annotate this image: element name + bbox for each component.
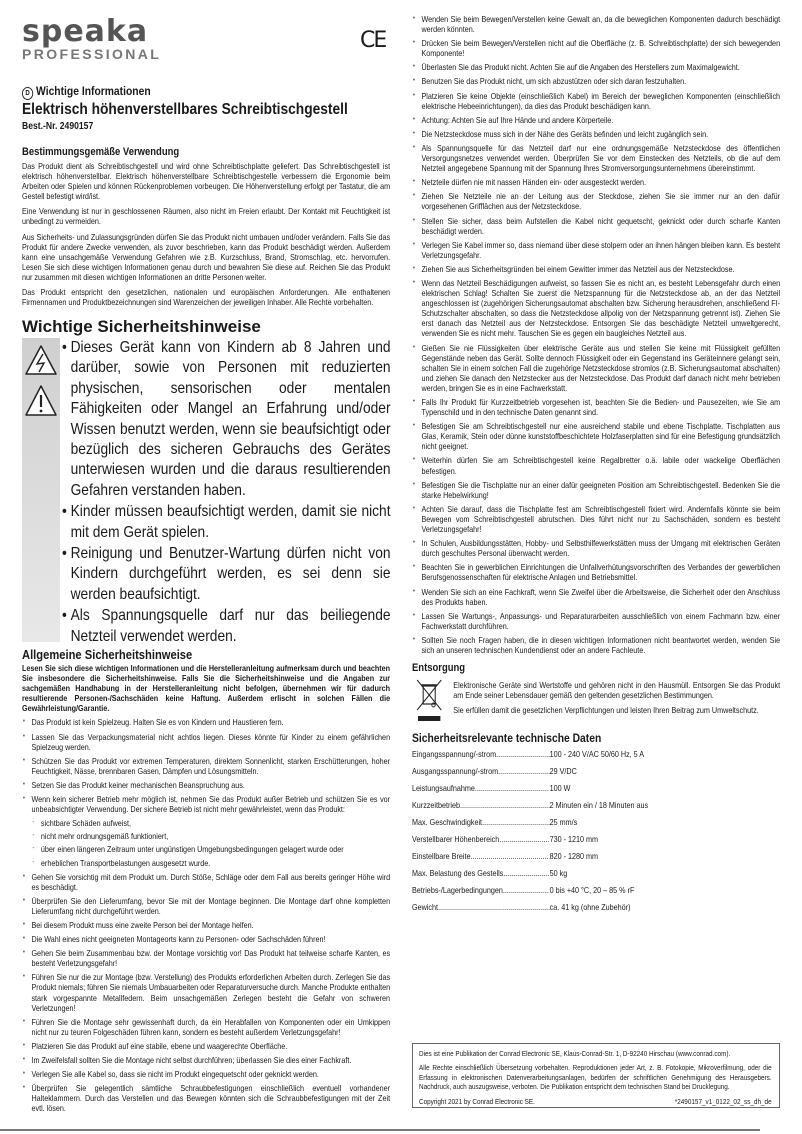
general-safety-intro: Lesen Sie sich diese wichtigen Informationen und die Herstelleranleitung aufmerksam durch und beachten Sie insbesondere die Sicherheitshinweise. Falls Sie die Sicherheitshinweise und die Angaben zur sachgemäßen Handhabung in der Herstelleranleitung nicht befolgen, übernehmen wir für dadurch resultierende Personen-/Sachschäden keine Haftung. Außerdem erlischt in solchen Fällen die Gewährleistung/Garantie. <box>22 663 391 714</box>
list-item: • Ziehen Sie aus Sicherheitsgründen bei einem Gewitter immer das Netzteil aus der Netzsteckdose. <box>412 264 780 274</box>
list-item: • Als Spannungsquelle für das Netzteil darf nur eine ordnungsgemäße Netzsteckdose des öffentlichen Versorgungsnetzes verwendet werden. Überprüfen Sie vor dem Einstecken des Netzteils, ob die auf dem Netzteil angegebene Spannung mit der Spannung Ihres Stromversorgungsunternehmens übereinstimmt. <box>412 143 780 173</box>
tech-data-label: Verstellbarer Höhenbereich ..... <box>412 831 550 848</box>
tech-data-row <box>412 797 780 814</box>
tech-data-row <box>412 882 780 899</box>
list-item: • Schützen Sie das Produkt vor extremen Temperaturen, direktem Sonnenlicht, starken Erschütterungen, hoher Feuchtigkeit, Nässe, brennbaren Gasen, Dämpfen und Lösungsmitteln. <box>22 756 390 776</box>
ce-mark: CE <box>360 28 386 53</box>
tech-data-label: Gewicht ..... <box>412 899 550 916</box>
tech-data-label: Leistungsaufnahme ..... <box>412 780 550 797</box>
brand-name: speaka <box>22 14 149 49</box>
tech-data-value: 730 - 1210 mm <box>549 834 599 844</box>
list-item: • Netzteile dürfen nie mit nassen Händen ein- oder ausgesteckt werden. <box>412 177 780 187</box>
list-item: • Lassen Sie das Verpackungsmaterial nicht achtlos liegen. Dieses könnte für Kinder zu einem gefährlichen Spielzeug werden. <box>22 732 390 752</box>
list-item: • Überprüfen Sie den Lieferumfang, bevor Sie mit der Montage beginnen. Die Montage darf ohne kompletten Lieferumfang nicht durchgeführt werden. <box>22 896 390 916</box>
list-item: • Ziehen Sie Netzteile nie an der Leitung aus der Steckdose, ziehen Sie sie immer nur an den dafür vorgesehenen Grifflächen aus der Netzsteckdose. <box>412 191 780 211</box>
list-item: • Wenden Sie beim Bewegen/Verstellen keine Gewalt an, da die beweglichen Komponenten dadurch beschädigt werden könnten. <box>412 14 780 34</box>
page-title: Elektrisch höhenverstellbares Schreibtischgestell <box>22 101 348 118</box>
usage-paragraph: Eine Verwendung ist nur in geschlossenen Räumen, also nicht im Freien erlaubt. Der Kontakt mit Feuchtigkeit ist unbedingt zu vermeiden. <box>22 206 391 227</box>
tech-data-value: 820 - 1280 mm <box>549 851 599 861</box>
list-item: • Sollten Sie noch Fragen haben, die in diesen wichtigen Informationen nicht beantwortet werden, wenden Sie sich an unseren technischen Kundendienst oder an andere Fachleute. <box>412 635 780 655</box>
tech-data-value: 25 mm/s <box>549 817 578 827</box>
tech-data-section <box>412 731 780 916</box>
list-item: • Wenn kein sicherer Betrieb mehr möglich ist, nehmen Sie das Produkt außer Betrieb und schützen Sie es vor unbeabsichtigter Verwendung. Der sichere Betrieb ist nicht mehr gewährleistet, wenn das Produkt: <box>22 794 390 814</box>
brand-logo <box>22 14 162 62</box>
list-item: • Verlegen Sie Kabel immer so, dass niemand über diese stolpern oder an ihnen hängen bleiben kann. Es besteht Verletzungsgefahr. <box>412 240 780 260</box>
tech-data-label: Einstellbare Breite ..... <box>412 848 550 865</box>
list-item: • Wenden Sie sich an eine Fachkraft, wenn Sie Zweifel über die Arbeitsweise, die Sicherheit oder den Anschluss des Produkts haben. <box>412 587 780 607</box>
intro-label: Wichtige Informationen <box>36 84 151 98</box>
list-item: • Setzen Sie das Produkt keiner mechanischen Beanspruchung aus. <box>22 780 390 790</box>
tech-data-value: ca. 41 kg (ohne Zubehör) <box>549 902 631 912</box>
tech-data-value: 2 Minuten ein / 18 Minuten aus <box>549 800 649 810</box>
tech-data-row <box>412 848 780 865</box>
tech-data-value: 29 V/DC <box>549 766 577 776</box>
copyright-row <box>419 1097 772 1106</box>
left-column <box>22 84 390 312</box>
usage-paragraph: Aus Sicherheits- und Zulassungsgründen dürfen Sie das Produkt nicht umbauen und/oder verändern. Falls Sie das Produkt für andere Zwecke verwenden, als zuvor beschrieben, kann das Produkt beschädigt werden. Außerdem kann eine unsachgemäße Verwendung Gefahren wie z.B. Kurzschluss, Brand, Stromschlag, etc. hervorrufen. Lesen Sie sich diese wichtigen Informationen genau durch und bewahren Sie diese auf. Reichen Sie das Produkt nur zusammen mit diesen wichtigen Informationen an dritte Personen weiter. <box>22 231 391 282</box>
sub-list-item: - nicht mehr ordnungsgemäß funktioniert, <box>31 831 390 841</box>
document-code: *2490157_v1_0122_02_ss_dh_de <box>674 1096 772 1106</box>
publisher-text <box>413 1044 778 1111</box>
warning-icon <box>22 382 60 422</box>
list-item: • Platzieren Sie keine Objekte (einschließlich Kabel) im Bereich der beweglichen Komponenten (einschließlich elektrische Hebeeinrichtungen), da dies das Produkt beschädigen kann. <box>412 91 780 111</box>
list-item: • Führen Sie nur die zur Montage (bzw. Verstellung) des Produkts erforderlichen Arbeiten durch. Zerlegen Sie das Produkt niemals; führen Sie niemals Umbauarbeiten oder Reparaturversuche durch. Manche Produkte enthalten stark vorgespannte Metallfedern. Beim unsachgemäßen Zerlegen besteht die Gefahr von schweren Verletzungen! <box>22 972 390 1012</box>
general-list-right <box>412 14 780 655</box>
usage-section <box>22 146 390 307</box>
general-safety-section <box>22 647 390 1117</box>
tech-data-row <box>412 865 780 882</box>
disposal-paragraph: Elektronische Geräte sind Wertstoffe und gehören nicht in den Hausmüll. Entsorgen Sie das Produkt am Ende seiner Lebensdauer gemäß den geltenden gesetzlichen Bestimmungen. <box>453 680 781 701</box>
list-item: • Befestigen Sie am Schreibtischgestell nur eine ausreichend stabile und ebene Tischplatte. Tischplatten aus Glas, Keramik, Stein oder dünne kunststoffbeschichtete Holzfaserplatten sind für eine Befestigung grundsätzlich nicht geeignet. <box>412 421 780 451</box>
usage-paragraph: Das Produkt entspricht den gesetzlichen, nationalen und europäischen Anforderungen. Alle enthaltenen Firmennamen und Produktbezeichnungen sind Warenzeichen der jeweiligen Inhaber. Alle Rechte vorbehalten. <box>22 287 391 308</box>
list-item: • Die Netzsteckdose muss sich in der Nähe des Geräts befinden und leicht zugänglich sein. <box>412 129 780 139</box>
sub-list-item: - erheblichen Transportbelastungen ausgesetzt wurde. <box>31 858 390 868</box>
list-item: • Die Wahl eines nicht geeigneten Montageorts kann zu Personen- oder Sachschäden führen! <box>22 934 390 944</box>
tech-data-row <box>412 831 780 848</box>
list-item: • Gehen Sie beim Zusammenbau bzw. der Montage vorsichtig vor! Das Produkt hat teilweise scharfe Kanten, es besteht Verletzungsgefahr! <box>22 948 390 968</box>
sub-list-item: - über einen längeren Zeitraum unter ungünstigen Umgebungsbedingungen gelagert wurde oder <box>31 844 390 854</box>
tech-data-value: 50 kg <box>549 868 568 878</box>
disposal-paragraph: Sie erfüllen damit die gesetzlichen Verpflichtungen und leisten Ihren Beitrag zum Umweltschutz. <box>453 705 759 716</box>
sub-list-wrapper <box>22 818 390 867</box>
page-bottom-rule <box>0 1129 760 1131</box>
list-item: • Stellen Sie sicher, dass beim Aufstellen die Kabel nicht gequetscht, geknickt oder durch scharfe Kanten beschädigt werden. <box>412 216 780 236</box>
usage-heading: Bestimmungsgemäße Verwendung <box>22 146 180 158</box>
general-safety-heading: Allgemeine Sicherheitshinweise <box>22 647 193 662</box>
general-list-a <box>22 717 390 1113</box>
list-item: • Führen Sie die Montage sehr gewissenhaft durch, da ein Herabfallen von Komponenten oder ein Umkippen nicht nur zu teuren Folgeschäden führen kann, sondern es besteht außerdem Verletzungsgefahr! <box>22 1017 390 1037</box>
list-item: • Verlegen Sie alle Kabel so, dass sie nicht im Produkt eingequetscht oder geknickt werden. <box>22 1069 390 1079</box>
tech-data-row <box>412 814 780 831</box>
order-number: Best.-Nr. 2490157 <box>22 121 94 132</box>
disposal-heading: Entsorgung <box>412 662 466 674</box>
brand-sub: PROFESSIONAL <box>22 46 162 62</box>
usage-paragraph: Das Produkt dient als Schreibtischgestell und wird ohne Schreibtischplatte geliefert. Das Schreibtischgestell ist elektrisch höhenverstellbar. Elektrisch höhenverstellbare Schreibtischgestelle verbessern die Ergonomie beim Arbeiten oder Spielen und können Rückenproblemen vorbeugen. Die Höhenverstellung erfolgt per Tastatur, die am Gestell befestigt wird/ist. <box>22 161 391 202</box>
disposal-section <box>412 662 780 720</box>
list-item: • Lassen Sie Wartungs-, Anpassungs- und Reparaturarbeiten ausschließlich von einem Fachmann bzw. einer Fachwerkstatt durchführen. <box>412 611 780 631</box>
list-item: • Befestigen Sie die Tischplatte nur an einer dafür geeigneten Position am Schreibtischgestell. Bedenken Sie die starke Hebelwirkung! <box>412 480 780 500</box>
safety-notes <box>62 338 391 648</box>
publisher-box <box>412 1043 780 1108</box>
tech-data-label: Betriebs-/Lagerbedingungen ..... <box>412 882 550 899</box>
tech-data-label: Max. Belastung des Gestells ..... <box>412 865 550 882</box>
safety-list-item: • Reinigung und Benutzer-Wartung dürfen nicht von Kindern durchgeführt werden, es sei denn sie werden beaufsichtigt. <box>62 544 391 605</box>
tech-data-heading: Sicherheitsrelevante technische Daten <box>412 731 602 745</box>
sub-list <box>22 818 390 867</box>
tech-data-row <box>412 780 780 797</box>
tech-data-value: 100 - 240 V/AC 50/60 Hz, 5 A <box>549 749 645 759</box>
tech-data-row <box>412 763 780 780</box>
tech-data-row <box>412 899 780 916</box>
sub-list-item: - sichtbare Schäden aufweist, <box>31 818 390 828</box>
list-item: • Das Produkt ist kein Spielzeug. Halten Sie es von Kindern und Haustieren fern. <box>22 717 390 727</box>
tech-data-label: Max. Geschwindigkeit ..... <box>412 814 550 831</box>
list-item: • In Schulen, Ausbildungsstätten, Hobby- und Selbsthilfewerkstätten muss der Umgang mit elektrischen Geräten durch geschultes Personal überwacht werden. <box>412 538 780 558</box>
list-item: • Achten Sie darauf, dass die Tischplatte fest am Schreibtischgestell fixiert wird. Andernfalls könnte sie beim Bewegen vom Schreibtischgestell abrutschen. Dies führt nicht nur zu Sachschäden, sondern es besteht Verletzungsgefahr! <box>412 504 780 534</box>
list-item: • Gehen Sie vorsichtig mit dem Produkt um. Durch Stöße, Schläge oder dem Fall aus bereits geringer Höhe wird es beschädigt. <box>22 872 390 892</box>
list-item: • Achtung: Achten Sie auf Ihre Hände und andere Körperteile. <box>412 115 780 125</box>
tech-data-label: Eingangsspannung/-strom ..... <box>412 746 550 763</box>
intro-label-row <box>22 84 390 100</box>
tech-data-table <box>412 746 780 916</box>
safety-list-item: • Dieses Gerät kann von Kindern ab 8 Jahren und darüber, sowie von Personen mit reduzierten physischen, sensorischen oder mentalen Fähigkeiten oder Mangel an Erfahrung und/oder Wissen benutzt werden, wenn sie beaufsichtigt oder bezüglich des sicheren Gebrauchs des Gerätes unterwiesen wurden und die daraus resultierenden Gefahren verstanden haben. <box>62 338 391 501</box>
list-item: • Wenn das Netzteil Beschädigungen aufweist, so fassen Sie es nicht an, es besteht Lebensgefahr durch einen elektrischen Schlag! Schalten Sie zuerst die Netzspannung für die Netzsteckdose ab, an der das Netzteil angeschlossen ist (zugehörigen Sicherungsautomat abschalten bzw. Sicherung herausdrehen, anschließend FI-Schutzschalter abschalten, so dass die Netzsteckdose allpolig von der Netzspannung getrennt ist). Ziehen Sie erst danach das Netzteil aus der Netzsteckdose. Entsorgen Sie das beschädigte Netzteil umweltgerecht, verwenden Sie es nicht mehr. Tauschen Sie es gegen ein baugleiches Netzteil aus. <box>412 278 780 339</box>
safety-list <box>62 338 391 647</box>
list-item: • Drücken Sie beim Bewegen/Verstellen nicht auf die Oberfläche (z. B. Schreibtischplatte) der sich bewegenden Komponente! <box>412 38 780 58</box>
safety-heading: Wichtige Sicherheitshinweise <box>22 317 261 336</box>
tech-data-label: Kurzzeitbetrieb ..... <box>412 797 550 814</box>
tech-data-row <box>412 746 780 763</box>
safety-list-item: • Als Spannungsquelle darf nur das beiliegende Netzteil verwendet werden. <box>62 606 391 647</box>
list-item: • Überlasten Sie das Produkt nicht. Achten Sie auf die Angaben des Herstellers zum Maximalgewicht. <box>412 62 780 72</box>
copyright: Copyright 2021 by Conrad Electronic SE. <box>419 1096 535 1106</box>
list-item: • Weiterhin dürfen Sie am Schreibtischgestell keine Regalbretter o.ä. labile oder wackelige Oberflächen befestigen. <box>412 455 780 475</box>
weee-bin-icon <box>415 678 443 722</box>
safety-list-item: • Kinder müssen beaufsichtigt werden, damit sie nicht mit dem Gerät spielen. <box>62 502 391 543</box>
list-item: • Falls Ihr Produkt für Kurzzeitbetrieb vorgesehen ist, beachten Sie die Bedien- und Pausezeiten, wie Sie am Typenschild und in den technische Daten genannt sind. <box>412 397 780 417</box>
tech-data-label: Ausgangsspannung/-strom ..... <box>412 763 550 780</box>
disposal-text <box>453 680 780 715</box>
right-column <box>412 14 780 659</box>
list-item: • Überprüfen Sie gelegentlich sämtliche Schraubbefestigungen einschließlich eventuell vorhandener Halteklammern. Durch das Verstellen und das Bewegen könnten sich die Schraubbefestigungen mit der Zeit evtl. lösen. <box>22 1083 390 1113</box>
tech-data-value: 100 W <box>549 783 571 793</box>
tech-data-value: 0 bis +40 °C, 20 – 85 % rF <box>549 885 635 895</box>
list-item: • Im Zweifelsfall sollten Sie die Montage nicht selbst durchführen; überlassen Sie dies einer Fachkraft. <box>22 1055 390 1065</box>
list-item: • Beachten Sie in gewerblichen Einrichtungen die Unfallverhütungsvorschriften des Verbandes der gewerblichen Berufsgenossenschaften für elektrische Anlagen und Betriebsmittel. <box>412 562 780 582</box>
safety-warning-bar <box>22 338 60 642</box>
publisher-line: Dies ist eine Publikation der Conrad Electronic SE, Klaus-Conrad-Str. 1, D-92240 Hirschau (www.conrad.com). <box>419 1049 731 1058</box>
list-item: • Platzieren Sie das Produkt auf eine stabile, ebene und waagerechte Oberfläche. <box>22 1041 390 1051</box>
document-info-icon: D <box>22 87 33 100</box>
rights-notice: Alle Rechte einschließlich Übersetzung vorbehalten. Reproduktionen jeder Art, z. B. Fotokopie, Mikroverfilmung, oder die Erfassung in elektronischen Datenverarbeitungsanlagen, bedürfen der schriftlichen Genehmigung des Herausgebers. Nachdruck, auch auszugsweise, verboten. Die Publikation entspricht dem technischen Stand bei Drucklegung. <box>419 1063 772 1092</box>
usage-text <box>22 161 390 307</box>
list-item: • Benutzen Sie das Produkt nicht, um sich abzustützen oder sich daran festzuhalten. <box>412 76 780 86</box>
list-item: • Gießen Sie nie Flüssigkeiten über elektrische Geräte aus und stellen Sie keine mit Flüssigkeit gefüllten Gegenstände neben das Gerät. Sollte dennoch Flüssigkeit oder ein Gegenstand ins Geräteinnere gelangt sein, schalten Sie in einem solchen Fall die zugehörige Netzsteckdose stromlos (z.B. Sicherungsautomat abschalten) und ziehen Sie danach den Netzstecker aus der Netzsteckdose. Das Produkt darf danach nicht mehr betrieben werden, bringen Sie es in eine Fachwerkstatt. <box>412 343 780 393</box>
list-item: • Bei diesem Produkt muss eine zweite Person bei der Montage helfen. <box>22 920 390 930</box>
